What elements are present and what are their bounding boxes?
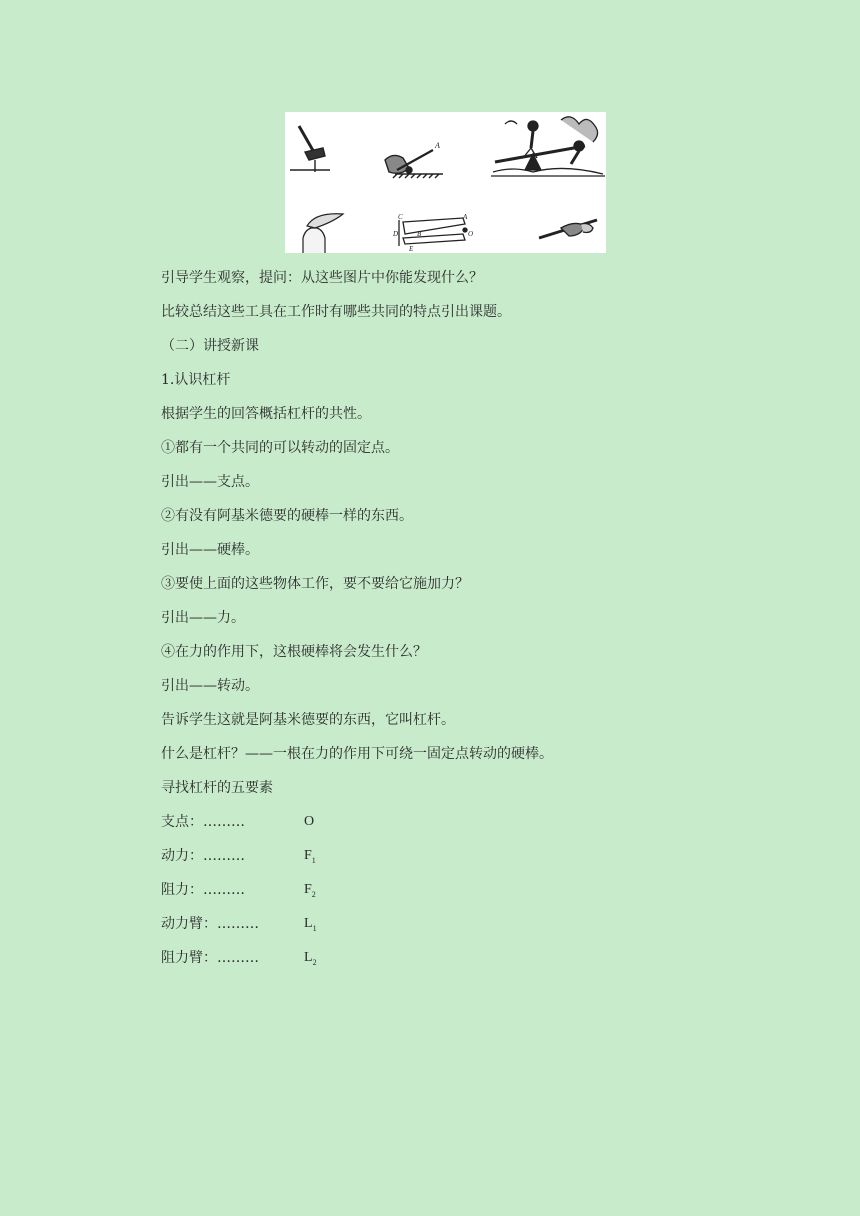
paragraph-point-3: ③要使上面的这些物体工作，要不要给它施加力？ <box>161 576 469 592</box>
label-c: C <box>398 213 403 221</box>
element-term: 阻力臂：……… <box>161 950 259 966</box>
label-d: D <box>393 230 399 238</box>
paragraph-point-1: ①都有一个共同的可以转动的固定点。 <box>161 440 399 456</box>
hand-tool-drawing <box>539 220 597 238</box>
paragraph-observe-question: 引导学生观察，提问：从这些图片中你能发现什么？ <box>161 270 483 286</box>
pliers-drawing <box>399 218 467 246</box>
lever-examples-figure <box>285 112 606 253</box>
subsection-heading-know-lever: 1.认识杠杆 <box>161 372 231 388</box>
label-e: E <box>409 245 414 253</box>
label-b: B <box>417 230 422 238</box>
paragraph-lead-rotation: 引出——转动。 <box>161 678 259 694</box>
element-row-fulcrum <box>161 812 721 846</box>
lesson-content <box>161 268 721 982</box>
element-row-resistance <box>161 880 721 914</box>
element-symbol: $F_1$ <box>304 848 316 865</box>
paragraph-tell-students: 告诉学生这就是阿基米德要的东西，它叫杠杆。 <box>161 712 455 728</box>
section-heading-new-lesson: （二）讲授新课 <box>161 338 259 354</box>
crowbar-drawing <box>385 150 443 178</box>
paragraph-lead-rod: 引出——硬棒。 <box>161 542 259 558</box>
element-row-effort <box>161 846 721 880</box>
paragraph-lead-fulcrum: 引出——支点。 <box>161 474 259 490</box>
paragraph-point-2: ②有没有阿基米德要的硬棒一样的东西。 <box>161 508 413 524</box>
element-symbol: $F_2$ <box>304 882 316 899</box>
paragraph-lead-force: 引出——力。 <box>161 610 245 626</box>
seesaw-scene-drawing <box>491 114 605 176</box>
element-term: 动力臂：……… <box>161 916 259 932</box>
element-symbol: O <box>304 814 315 829</box>
label-a: A <box>463 213 468 221</box>
element-row-resistance-arm <box>161 948 721 982</box>
element-symbol: $L_2$ <box>304 950 317 967</box>
label-lever-top: A <box>435 141 440 150</box>
element-row-effort-arm <box>161 914 721 948</box>
paragraph-five-elements-heading: 寻找杠杆的五要素 <box>161 780 273 796</box>
hammer-drawing <box>290 126 330 172</box>
element-term: 阻力：……… <box>161 882 245 898</box>
paragraph-lever-definition: 什么是杠杆？——一根在力的作用下可绕一固定点转动的硬棒。 <box>161 746 553 762</box>
paragraph-point-4: ④在力的作用下，这根硬棒将会发生什么？ <box>161 644 427 660</box>
bottle-opener-drawing <box>303 214 343 253</box>
element-term: 支点：……… <box>161 814 245 830</box>
element-symbol: $L_1$ <box>304 916 317 933</box>
lever-examples-illustration <box>285 112 606 253</box>
paragraph-generalize: 根据学生的回答概括杠杆的共性。 <box>161 406 371 422</box>
paragraph-summary: 比较总结这些工具在工作时有哪些共同的特点引出课题。 <box>161 304 511 320</box>
element-term: 动力：……… <box>161 848 245 864</box>
label-o: O <box>468 230 474 238</box>
